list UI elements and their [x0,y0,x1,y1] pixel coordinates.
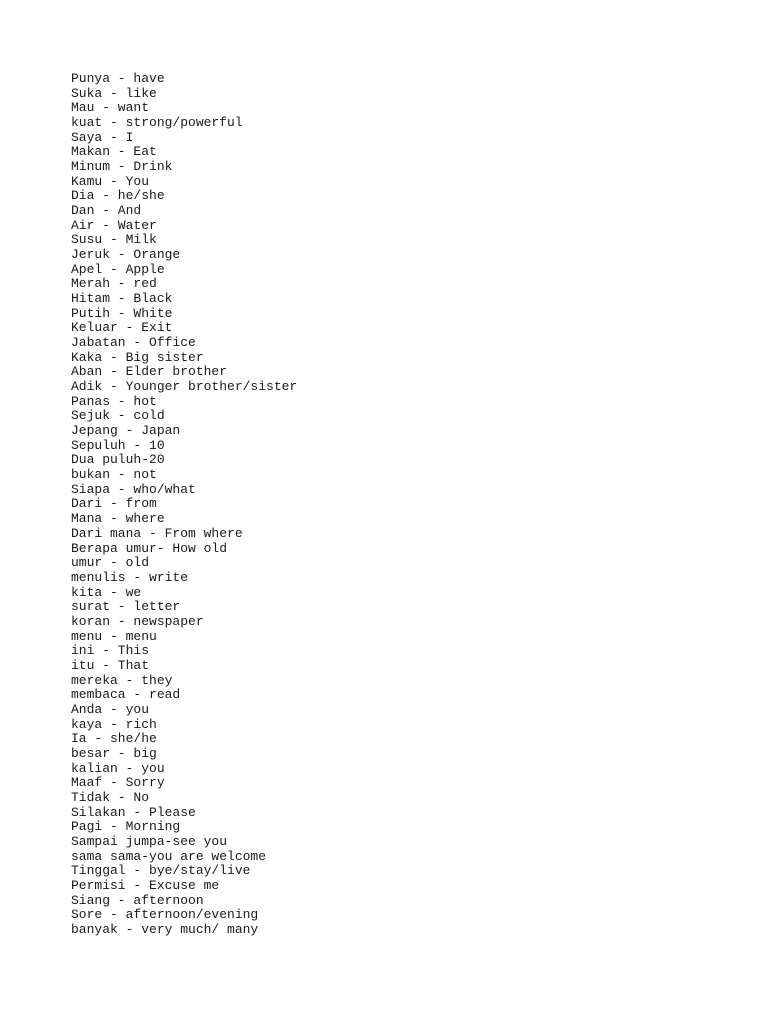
vocabulary-line: Siapa - who/what [71,481,196,497]
vocabulary-line: Dia - he/she [71,188,165,204]
vocabulary-line: Pagi - Morning [71,819,181,835]
vocabulary-line: Sepuluh - 10 [71,437,165,453]
vocabulary-line: Tidak - No [71,789,150,805]
vocabulary-line: Keluar - Exit [71,320,173,336]
vocabulary-line: Kamu - You [71,173,150,189]
vocabulary-line: Aban - Elder brother [71,364,228,380]
vocabulary-line: bukan - not [71,467,157,483]
vocabulary-line: menu - menu [71,628,157,644]
vocabulary-line: banyak - very much/ many [71,921,259,937]
vocabulary-line: membaca - read [71,687,181,703]
vocabulary-line: Jepang - Japan [71,423,181,439]
vocabulary-line: Dari mana - From where [71,525,243,541]
vocabulary-line: kita - we [71,584,142,600]
vocabulary-line: Panas - hot [71,393,157,409]
vocabulary-line: umur - old [71,555,150,571]
vocabulary-line: Sore - afternoon/evening [71,907,259,923]
vocabulary-line: Makan - Eat [71,144,157,160]
vocabulary-line: Hitam - Black [71,291,173,307]
vocabulary-line: Permisi - Excuse me [71,877,220,893]
vocabulary-line: ini - This [71,643,150,659]
vocabulary-line: Suka - like [71,85,157,101]
vocabulary-line: Jeruk - Orange [71,247,181,263]
vocabulary-line: Jabatan - Office [71,335,196,351]
vocabulary-line: Apel - Apple [71,261,165,277]
vocabulary-line: mereka - they [71,672,173,688]
vocabulary-line: Dari - from [71,496,157,512]
vocabulary-line: Ia - she/he [71,731,157,747]
vocabulary-line: Tinggal - bye/stay/live [71,863,251,879]
vocabulary-list [71,72,297,938]
vocabulary-line: Mana - where [71,511,165,527]
vocabulary-line: Silakan - Please [71,804,196,820]
vocabulary-line: Air - Water [71,217,157,233]
vocabulary-line: besar - big [71,745,157,761]
vocabulary-line: itu - That [71,657,150,673]
vocabulary-line: Dua puluh-20 [71,452,165,468]
vocabulary-line: Merah - red [71,276,157,292]
vocabulary-line: Anda - you [71,701,150,717]
vocabulary-line: Minum - Drink [71,159,173,175]
vocabulary-line: sama sama-you are welcome [71,848,267,864]
vocabulary-line: Dan - And [71,203,142,219]
vocabulary-line: surat - letter [71,599,181,615]
vocabulary-line: Siang - afternoon [71,892,204,908]
vocabulary-line: Sampai jumpa-see you [71,833,228,849]
vocabulary-line: Mau - want [71,100,150,116]
vocabulary-line: Putih - White [71,305,173,321]
vocabulary-line: Maaf - Sorry [71,775,165,791]
vocabulary-line: koran - newspaper [71,613,204,629]
vocabulary-line: Berapa umur- How old [71,540,228,556]
vocabulary-line: Kaka - Big sister [71,349,204,365]
vocabulary-line: kuat - strong/powerful [71,115,243,131]
vocabulary-line: Sejuk - cold [71,408,165,424]
vocabulary-line: kalian - you [71,760,165,776]
vocabulary-line: Susu - Milk [71,232,157,248]
vocabulary-line: menulis - write [71,569,189,585]
vocabulary-line: Saya - I [71,129,134,145]
vocabulary-line: Punya - have [71,71,165,86]
vocabulary-line: Adik - Younger brother/sister [71,379,298,395]
vocabulary-line: kaya - rich [71,716,157,732]
